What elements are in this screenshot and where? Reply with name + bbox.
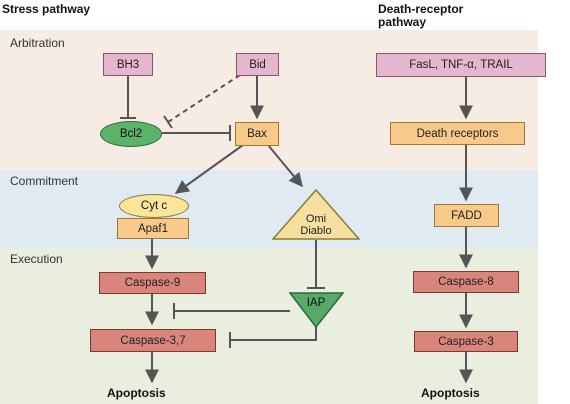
stage-arbitration-label: Arbitration xyxy=(10,36,65,50)
stress-pathway-title: Stress pathway xyxy=(2,2,91,16)
bid-node: Bid xyxy=(236,53,279,76)
bax-node: Bax xyxy=(235,122,279,146)
omi-label-line1: Omi xyxy=(305,213,327,225)
bid-dashed-inhibits-bcl2 xyxy=(168,75,240,122)
caspase3-node: Caspase-3 xyxy=(414,331,518,352)
iap-label: IAP xyxy=(306,297,326,309)
iap-inhibits-caspase37 xyxy=(230,326,316,340)
caspase37-node: Caspase-3,7 xyxy=(90,329,216,352)
bcl2-node: Bcl2 xyxy=(100,121,162,147)
bid-dashed-bar xyxy=(164,116,172,128)
death-receptors-node: Death receptors xyxy=(390,122,525,145)
bh3-node: BH3 xyxy=(103,53,153,76)
ligands-node: FasL, TNF-α, TRAIL xyxy=(376,53,546,77)
stage-execution-label: Execution xyxy=(10,252,63,266)
bax-to-cytc-arrow xyxy=(176,145,243,193)
cytc-node: Cyt c xyxy=(119,194,189,218)
omi-label-line2: Diablo xyxy=(300,225,332,237)
apoptosis-left-label: Apoptosis xyxy=(107,386,166,400)
bax-to-omi-arrow xyxy=(268,145,302,186)
caspase9-node: Caspase-9 xyxy=(99,272,206,294)
omi-diablo-label xyxy=(281,213,351,237)
fadd-node: FADD xyxy=(434,204,499,227)
death-receptor-title-line1: Death-receptor xyxy=(378,2,464,16)
stage-commitment-label: Commitment xyxy=(10,174,79,188)
caspase8-node: Caspase-8 xyxy=(413,271,519,293)
apoptosis-right-label: Apoptosis xyxy=(421,386,480,400)
apaf1-node: Apaf1 xyxy=(117,218,189,239)
death-receptor-title-line2: pathway xyxy=(378,15,427,29)
